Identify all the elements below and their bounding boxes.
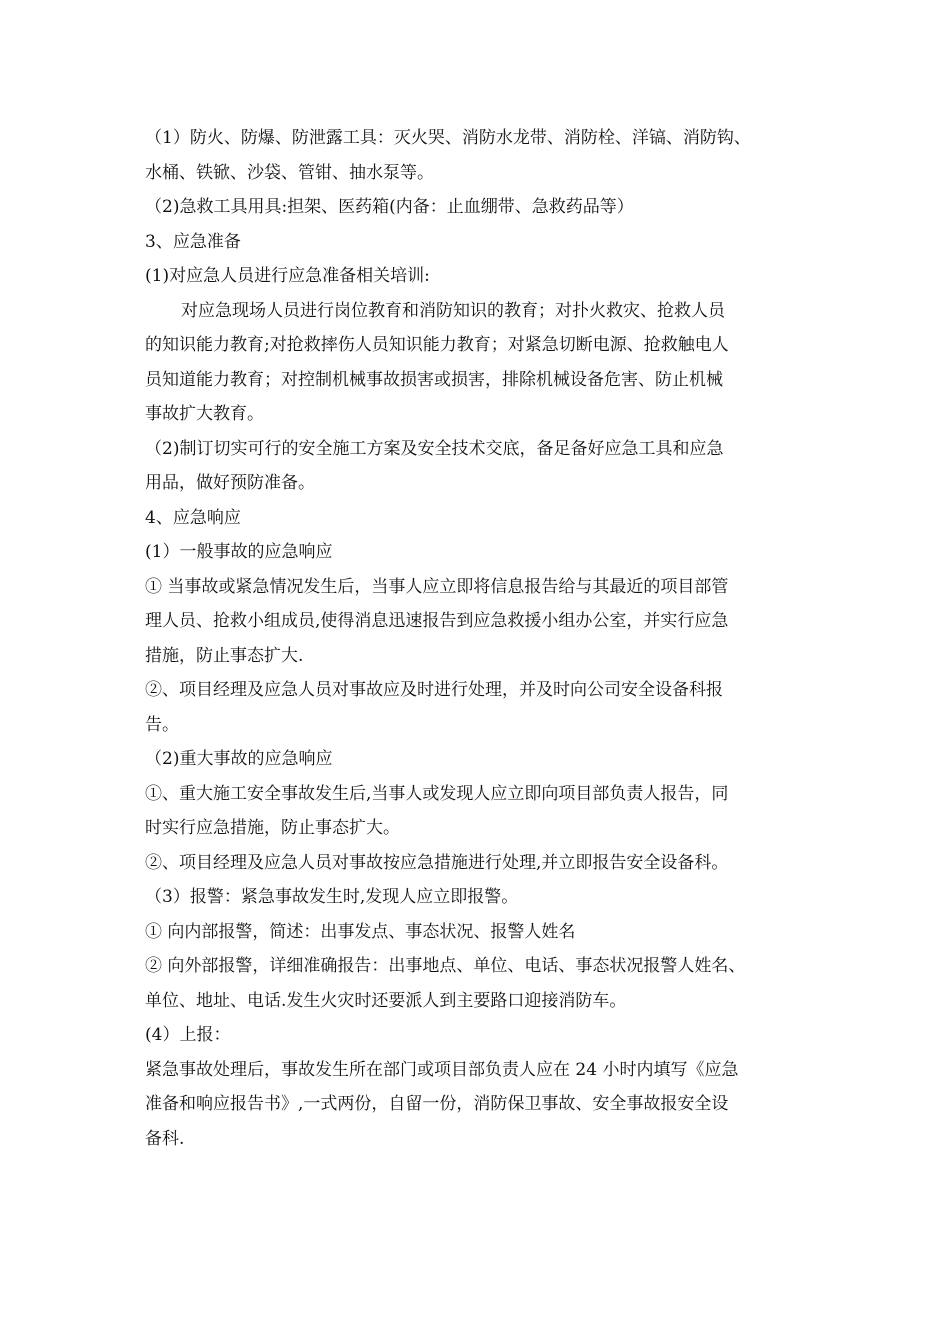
text-line-14: ① 当事故或紧急情况发生后，当事人应立即将信息报告给与其最近的项目部管 [145,576,729,597]
text-line-11: 用品，做好预防准备。 [145,473,315,493]
text-line-17: ②、项目经理及应急人员对事故应及时进行处理，并及时向公司安全设备科报 [145,680,723,700]
text-line-22: ②、项目经理及应急人员对事故按应急措施进行处理,并立即报告安全设备科。 [145,852,729,873]
text-line-26: 单位、地址、电话.发生火灾时还要派人到主要路口迎接消防车。 [145,990,627,1011]
section-heading-4: 4、应急响应 [145,507,241,528]
text-line-20: ①、重大施工安全事故发生后,当事人或发现人应立即向项目部负责人报告，同 [145,783,729,804]
text-line-19: （2)重大事故的应急响应 [145,749,333,769]
text-line-18: 告。 [145,714,179,735]
text-line-16: 措施，防止事态扩大. [145,645,304,666]
text-line-27: (4）上报： [145,1025,231,1045]
text-line-28: 紧急事故处理后，事故发生所在部门或项目部负责人应在 24 小时内填写《应急 [145,1059,739,1080]
text-line-9: 事故扩大教育。 [145,404,264,424]
text-line-25: ② 向外部报警，详细准确报告：出事地点、单位、电话、事态状况报警人姓名、 [145,956,746,976]
text-line-1: （1）防火、防爆、防泄露工具：灭火哭、消防水龙带、消防栓、洋镐、消防钩、 [145,128,751,148]
text-line-21: 时实行应急措施，防止事态扩大。 [145,818,400,838]
text-line-7: 的知识能力教育;对抢救摔伤人员知识能力教育；对紧急切断电源、抢救触电人 [145,335,729,355]
text-line-8: 员知道能力教育；对控制机械事故损害或损害，排除机械设备危害、防止机械 [145,369,723,390]
text-line-2: 水桶、铁锨、沙袋、管钳、抽水泵等。 [145,162,434,183]
text-line-6: 对应急现场人员进行岗位教育和消防知识的教育；对扑火救灾、抢救人员 [181,300,725,321]
text-line-24: ① 向内部报警，简述：出事发点、事态状况、报警人姓名 [145,921,576,942]
section-heading-3: 3、应急准备 [145,231,241,252]
text-line-3: （2)急救工具用具:担架、医药箱(内备：止血绷带、急救药品等） [145,197,634,217]
document-body [145,121,825,1156]
text-line-30: 备科. [145,1128,185,1149]
text-line-13: (1）一般事故的应急响应 [145,542,333,562]
text-line-29: 准备和响应报告书》,一式两份，自留一份，消防保卫事故、安全事故报安全设 [145,1094,729,1114]
text-line-10: （2)制订切实可行的安全施工方案及安全技术交底，备足备好应急工具和应急 [145,438,724,459]
text-line-23: （3）报警：紧急事故发生时,发现人应立即报警。 [145,887,519,907]
text-line-5: (1)对应急人员进行应急准备相关培训: [145,266,430,286]
text-line-15: 理人员、抢救小组成员,使得消息迅速报告到应急救援小组办公室，并实行应急 [145,611,729,631]
